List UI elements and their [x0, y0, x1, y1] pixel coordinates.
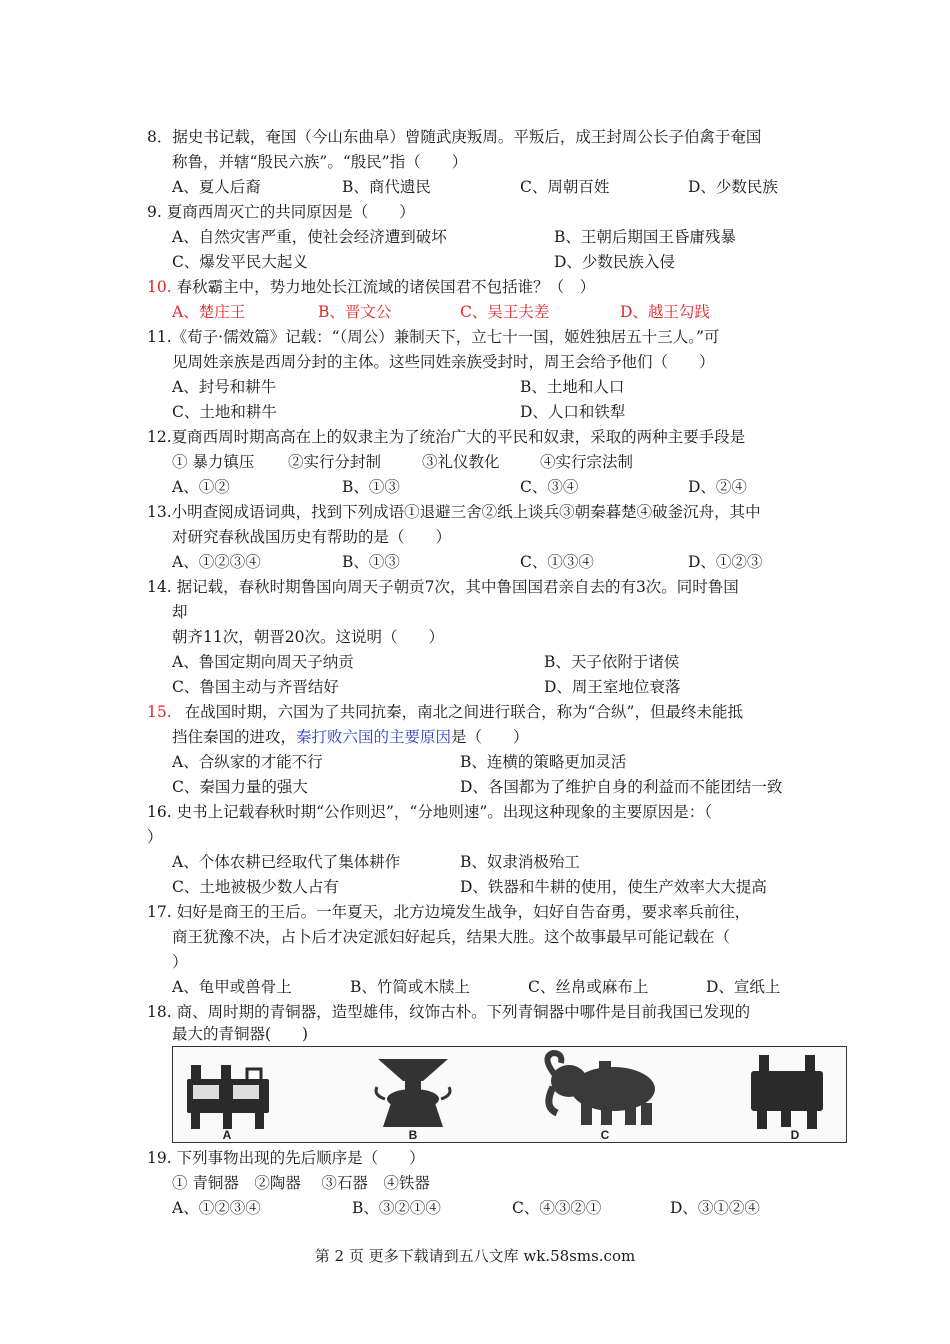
- q11-option-a: A、封号和耕牛: [172, 378, 277, 396]
- q17-option-d: D、宣纸上: [706, 978, 781, 996]
- q16-option-d: D、铁器和牛耕的使用，使生产效率大大提高: [460, 878, 767, 896]
- figure-label-a: A: [222, 1128, 232, 1141]
- q17-stem-line1: 17. 妇好是商王的王后。一年夏天，北方边境发生战争，妇好自告奋勇，要求率兵前往，: [147, 903, 751, 921]
- q14-option-c: C、鲁国主动与齐晋结好: [172, 678, 339, 696]
- q19-stem: 19. 下列事物出现的先后顺序是（ ）: [147, 1149, 425, 1167]
- q8-stem-line1: 8．据史书记载，奄国（今山东曲阜）曾随武庚叛周。平叛后，成王封周公长子伯禽于奄国: [147, 128, 762, 146]
- q14-stem-line3: 朝齐11次，朝晋20次。这说明（ ）: [172, 628, 444, 646]
- q13-stem-line2: 对研究春秋战国历史有帮助的是（ ）: [172, 528, 452, 546]
- q15-text-2c: 是（ ）: [451, 728, 529, 746]
- q8-stem-line2: 称鲁，并辖“殷民六族”。“殷民”指（ ）: [172, 153, 468, 171]
- q14-stem-line1: 14. 据记载，春秋时期鲁国向周天子朝贡7次，其中鲁国国君亲自去的有3次。同时鲁国: [147, 578, 739, 596]
- q12-item-2: ②实行分封制: [288, 453, 382, 471]
- q17-option-a: A、龟甲或兽骨上: [172, 978, 292, 996]
- q12-item-4: ④实行宗法制: [540, 453, 634, 471]
- q19-option-b: B、③②①④: [352, 1199, 441, 1217]
- q10-number: 10.: [147, 278, 172, 296]
- q13-option-b: B、①③: [342, 553, 400, 571]
- q12-option-d: D、②④: [688, 478, 747, 496]
- bronze-vessel-d-icon: [751, 1055, 823, 1129]
- q17-option-b: B、竹简或木牍上: [350, 978, 470, 996]
- q15-highlight: 秦打败六国的主要原因: [296, 728, 452, 746]
- q17-stem-line3: ）: [172, 953, 188, 971]
- q16-stem-line1: 16. 史书上记载春秋时期“公作则迟”，“分地则速”。出现这种现象的主要原因是：（: [147, 803, 713, 821]
- q10-text: 春秋霸主中，势力地处长江流域的诸侯国君不包括谁？（ ）: [171, 278, 596, 296]
- q14-option-b: B、天子依附于诸侯: [544, 653, 680, 671]
- q16-option-a: A、个体农耕已经取代了集体耕作: [172, 853, 401, 871]
- q12-option-a: A、①②: [172, 478, 230, 496]
- q8-option-a: A、夏人后裔: [172, 178, 261, 196]
- q13-option-c: C、①③④: [520, 553, 594, 571]
- q17-option-c: C、丝帛或麻布上: [528, 978, 649, 996]
- figure-label-c: C: [600, 1128, 610, 1141]
- q8-option-c: C、周朝百姓: [520, 178, 610, 196]
- q12-item-1: ① 暴力镇压: [172, 453, 255, 471]
- q14-option-d: D、周王室地位衰落: [544, 678, 681, 696]
- q9-option-a: A、自然灾害严重，使社会经济遭到破坏: [172, 228, 447, 246]
- q13-option-d: D、①②③: [688, 553, 763, 571]
- q16-option-c: C、土地被极少数人占有: [172, 878, 339, 896]
- q12-option-c: C、③④: [520, 478, 579, 496]
- q11-option-c: C、土地和耕牛: [172, 403, 277, 421]
- q14-option-a: A、鲁国定期向周天子纳贡: [172, 653, 354, 671]
- q13-option-a: A、①②③④: [172, 553, 261, 571]
- figure-label-d: D: [790, 1128, 800, 1141]
- q15-option-b: B、连横的策略更加灵活: [460, 753, 627, 771]
- q12-item-3: ③礼仪教化: [422, 453, 500, 471]
- q12-stem: 12.夏商西周时期高高在上的奴隶主为了统治广大的平民和奴隶，采取的两种主要手段是: [147, 428, 746, 446]
- bronze-vessel-c-icon: [547, 1053, 655, 1125]
- q15-option-a: A、合纵家的才能不行: [172, 753, 323, 771]
- q10-option-d: D、越王勾践: [620, 303, 710, 321]
- q19-option-a: A、①②③④: [172, 1199, 261, 1217]
- q19-option-c: C、④③②①: [512, 1199, 602, 1217]
- bronze-vessels-illustration: [173, 1047, 845, 1141]
- q10-option-a: A、楚庄王: [172, 303, 246, 321]
- q19-option-d: D、③①②④: [670, 1199, 760, 1217]
- q19-items: ① 青铜器 ②陶器 ③石器 ④铁器: [172, 1174, 430, 1192]
- q9-option-b: B、王朝后期国王昏庸残暴: [554, 228, 736, 246]
- q8-option-b: B、商代遗民: [342, 178, 431, 196]
- q9-option-c: C、爆发平民大起义: [172, 253, 308, 271]
- q15-option-d: D、各国都为了维护自身的利益而不能团结一致: [460, 778, 783, 796]
- q8-option-d: D、少数民族: [688, 178, 778, 196]
- q9-stem: 9. 夏商西周灭亡的共同原因是（ ）: [147, 203, 415, 221]
- figure-label-b: B: [408, 1128, 418, 1141]
- q15-number: 15.: [147, 703, 172, 721]
- q18-stem-line1: 18. 商、周时期的青铜器，造型雄伟，纹饰古朴。下列青铜器中哪件是目前我国已发现的: [147, 1003, 751, 1021]
- q15-text-1: 在战国时期，六国为了共同抗秦，南北之间进行联合，称为“合纵”，但最终未能抵: [184, 703, 743, 721]
- q10-stem: [147, 276, 595, 298]
- q12-option-b: B、①③: [342, 478, 400, 496]
- q14-stem-line2: 却: [172, 603, 188, 621]
- bronze-vessels-figure: [172, 1046, 847, 1143]
- bronze-vessel-a-icon: [187, 1065, 269, 1129]
- q11-stem-line1: 11.《荀子·儒效篇》记载：“（周公）兼制天下，立七十一国，姬姓独居五十三人。”可: [147, 328, 720, 346]
- bronze-vessel-b-icon: [376, 1059, 450, 1127]
- q15-stem-line2: [172, 726, 529, 748]
- q11-stem-line2: 见周姓亲族是西周分封的主体。这些同姓亲族受封时，周王会给予他们（ ）: [172, 353, 715, 371]
- q17-stem-line2: 商王犹豫不决，占卜后才决定派妇好起兵，结果大胜。这个故事最早可能记载在（: [172, 928, 731, 946]
- q15-text-2a: 挡住秦国的进攻，: [172, 728, 297, 746]
- q10-option-c: C、吴王夫差: [460, 303, 550, 321]
- q11-option-b: B、土地和人口: [520, 378, 625, 396]
- q15-option-c: C、秦国力量的强大: [172, 778, 308, 796]
- q11-option-d: D、人口和铁犁: [520, 403, 626, 421]
- q9-option-d: D、少数民族入侵: [554, 253, 675, 271]
- q16-stem-line2: ）: [147, 828, 163, 846]
- q10-option-b: B、晋文公: [318, 303, 392, 321]
- q15-stem-line1: [147, 701, 743, 723]
- q16-option-b: B、奴隶消极殆工: [460, 853, 580, 871]
- q13-stem-line1: 13.小明查阅成语词典，找到下列成语①退避三舍②纸上谈兵③朝秦暮楚④破釜沉舟，其中: [147, 503, 761, 521]
- page-footer: 第 2 页 更多下载请到五八文库 wk.58sms.com: [314, 1247, 636, 1265]
- q18-stem-line2: 最大的青铜器( ): [172, 1025, 309, 1043]
